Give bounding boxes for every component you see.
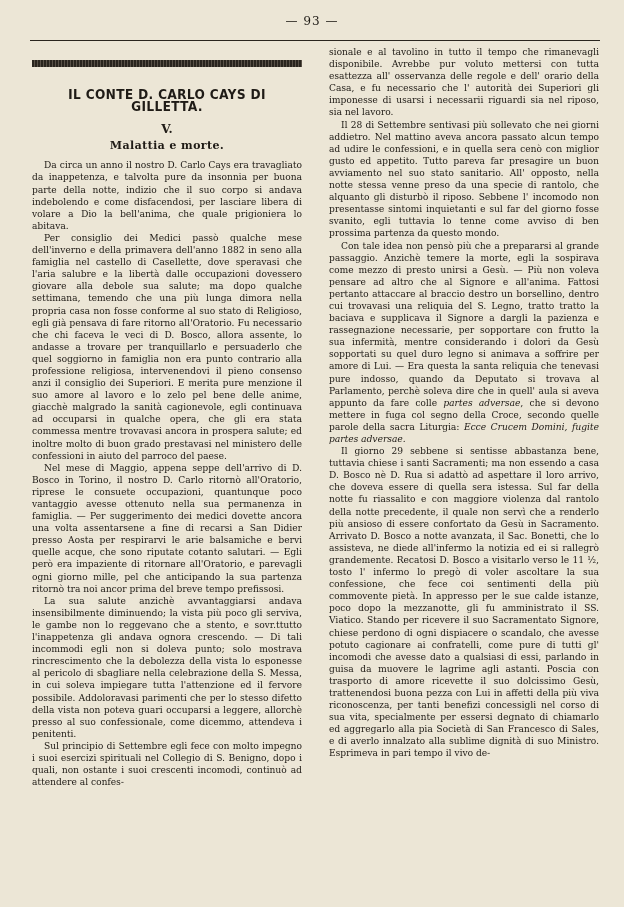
left-column (32, 60, 302, 789)
paragraph: Nel mese di Maggio, appena seppe dell'arrivo di D. Bosco in Torino, il nostro D. Carlo ritornò all'Oratorio, riprese le consuete occupazioni, quantunque poco vantaggio avesse ottenuto nella sua permanenza in famiglia. — Per suggerimento dei medici dovette ancora una volta assentarsene a fine di recarsi a San Didier presso Aosta per respirarvi le arie balsamiche e bervi quelle acque, che sono riputate cotanto salutari. — Egli però era impaziente di ritornare all'Oratorio, e parevagli ogni giorno mille, pel che anticipando la sua partenza ritornò tra noi ancor prima del breve tempo prefissosi. (32, 463, 302, 595)
paragraph: Il giorno 29 sebbene si sentisse abbastanza bene, tuttavia chiese i santi Sacramenti; ma non essendo a casa D. Bosco nè D. Rua si adattò ad aspettare il loro arrivo, che doveva essere di quella sera istessa. Sul far della notte fu riassalito e con maggiore violenza dal rantolo della notte precedente, il quale non servì che a renderlo più ansioso di essere confortato da Gesù in Sacramento. Arrivato D. Bosco a notte avanzata, il Sac. Bonetti, che lo assisteva, ne diede all'infermo la notizia ed ei si rallegrò grandemente. Recatosi D. Bosco a visitarlo verso le 11 ½, tosto l' infermo lo pregò di voler ascoltare la sua confessione, che fece coi sentimenti della più commovente pietà. In appresso per le sue calde istanze, poco dopo la mezzanotte, gli fu amministrato il SS. Viatico. Stando per ricevere il suo Sacramentato Signore, chiese perdono di ogni dispiacere o scandalo, che avesse potuto cagionare ai confratelli, come pure di tutti gl' incomodi che avesse dato a qualsiasi di essi, parlando in guisa da muovere le lagrime agli astanti. Poscia con trasporto di amore ricevette il suo dolcissimo Gesù, trattenendosi buona pezza con Lui in affetti della più viva riconoscenza, per tanti benefizi concessigli nel corso di sua vita, specialmente per essersi degnato di chiamarlo ed aggregarlo alla pia Società di San Francesco di Sales, e di averlo innalzato alla sublime dignità di suo Ministro. Esprimeva in pari tempo il vivo de- (329, 447, 599, 760)
paragraph: Il 28 di Settembre sentivasi più sollevato che nei giorni addietro. Nel mattino aveva ancora passato alcun tempo ad udire le confessioni, e in quella sera cenò con miglior gusto ed appetito. Tutto pareva far presagire un buon avviamento nel suo stato sanitario. All' opposto, nella notte stessa venne preso da una specie di rantolo, che alquanto gli disturbò il riposo. Sebbene l' incomodo non presentasse sintomi inquietanti e sul far del giorno fosse svanito, egli tuttavia lo tenne come avviso di ben prossima partenza da questo mondo. (329, 120, 599, 240)
paragraph: Sul principio di Settembre egli fece con molto impegno i suoi esercizi spirituali nel Collegio di S. Benigno, dopo i quali, non ostante i suoi crescenti incomodi, continuò ad attendere al confes- (32, 741, 302, 789)
italic-latin-quote: Ecce Crucem Domini, fugite partes adversae. (329, 422, 599, 445)
header-rule (30, 40, 600, 41)
section-title: Malattia e morte. (109, 139, 225, 153)
paragraph: Da circa un anno il nostro D. Carlo Cays era travagliato da inappetenza, e talvolta pure da insonnia per buona parte della notte, indizio che il suo corpo si andava indebolendo e come disfacendosi, per lasciare libera di volare a Dio la bell'anima, che quale prigioniera lo abitava. (32, 161, 302, 232)
paragraph: La sua salute anzichè avvantaggiarsi andava insensibilmente diminuendo; la vista più poco gli serviva, le gambe non lo reggevano che a stento, e sovr.ttutto l'inappetenza gli andava ognora crescendo. — Di tali incommodi egli non si doleva punto; solo mostrava rincrescimento che la debolezza della vista lo esponesse al pericolo di sbagliare nella celebrazione della S. Messa, in cui soleva impiegare tutta l'attenzione ed il fervore possibile. Addoloravasi parimenti che per lo stesso difetto della vista non poteva guari occuparsi a leggere, allorchè presso al suo confessionale, come dicemmo, attendeva i penitenti. (32, 596, 302, 740)
text-run: , che si devono mettere in fuga col segno della Croce, secondo quelle parole della sacra Liturgia: (329, 398, 600, 433)
chapter-banner-ornament (32, 60, 302, 67)
chapter-title: IL CONTE D. CARLO CAYS DI GILLETTA. (68, 87, 266, 116)
chapter-number: V. (161, 122, 173, 137)
right-column (329, 47, 599, 761)
italic-latin-phrase: partes adversae (443, 398, 521, 409)
paragraph: sionale e al tavolino in tutto il tempo che rimanevagli disponibile. Avrebbe pur voluto mettersi con tutta esattezza all' osservanza delle regole e dell' orario della Casa, e fu necessario che l' autorità dei Superiori gli imponesse di usarsi i necessarii riguardi sia nel riposo, sia nel lavoro. (329, 48, 599, 119)
text-run: Con tale idea non pensò più che a prepararsi al grande passaggio. Anzichè temere la morte, egli la sospirava come mezzo di presto unirsi a Gesù. — Più non voleva pensare ad altro che al Signore e all'anima. Fattosi pertanto attaccare al braccio destro un borsellino, dentro cui trovavasi una reliquia del S. Legno, tratto tratto la baciava e supplicava il Signore a dargli la pazienza e rassegnazione necessarie, per sopportare con frutto la sua infermità, mentre considerando i dolori da Gesù sopportati su quel duro legno si animava a soffrire per amore di Lui. — Era questa la santa reliquia che tenevasi pure indosso, quando da Deputato si trovava al Parlamento, perchè soleva dire che in quell' aula si aveva appunto da fare colle (329, 241, 599, 409)
paragraph: Per consiglio dei Medici passò qualche mese dell'inverno e della primavera dell'anno 1882 in seno alla famiglia nel castello di Casellette, dove speravasi che l'aria salubre e la libertà dalle occupazioni dovessero giovare alla debole sua salute; ma dopo qualche settimana, temendo che una più lunga dimora nella propria casa non fosse conforme al suo stato di Religioso, egli già pensava di fare ritorno all'Oratorio. Fu necessario che chi faceva le veci di D. Bosco, allora assente, lo andasse a trovare per tranquillarlo e persuaderlo che quel soggiorno in famiglia non era punto contrario alla professione religiosa, intervenendovi il pieno consenso anzi il consiglio dei Superiori. E merita pure menzione il suo amore al lavoro e lo zelo pel bene delle anime, giacchè malgrado la sanità cagionevole, egli continuava ad occuparsi in qualche opera, che gli era stata commessa mentre trovavasi ancora in prospera salute; ed inoltre molto di buon grado prestavasi nel ministero delle confessioni in aiuto del parroco del paese. (32, 233, 302, 462)
paragraph (329, 241, 599, 447)
page-number: — 93 — (285, 14, 339, 28)
